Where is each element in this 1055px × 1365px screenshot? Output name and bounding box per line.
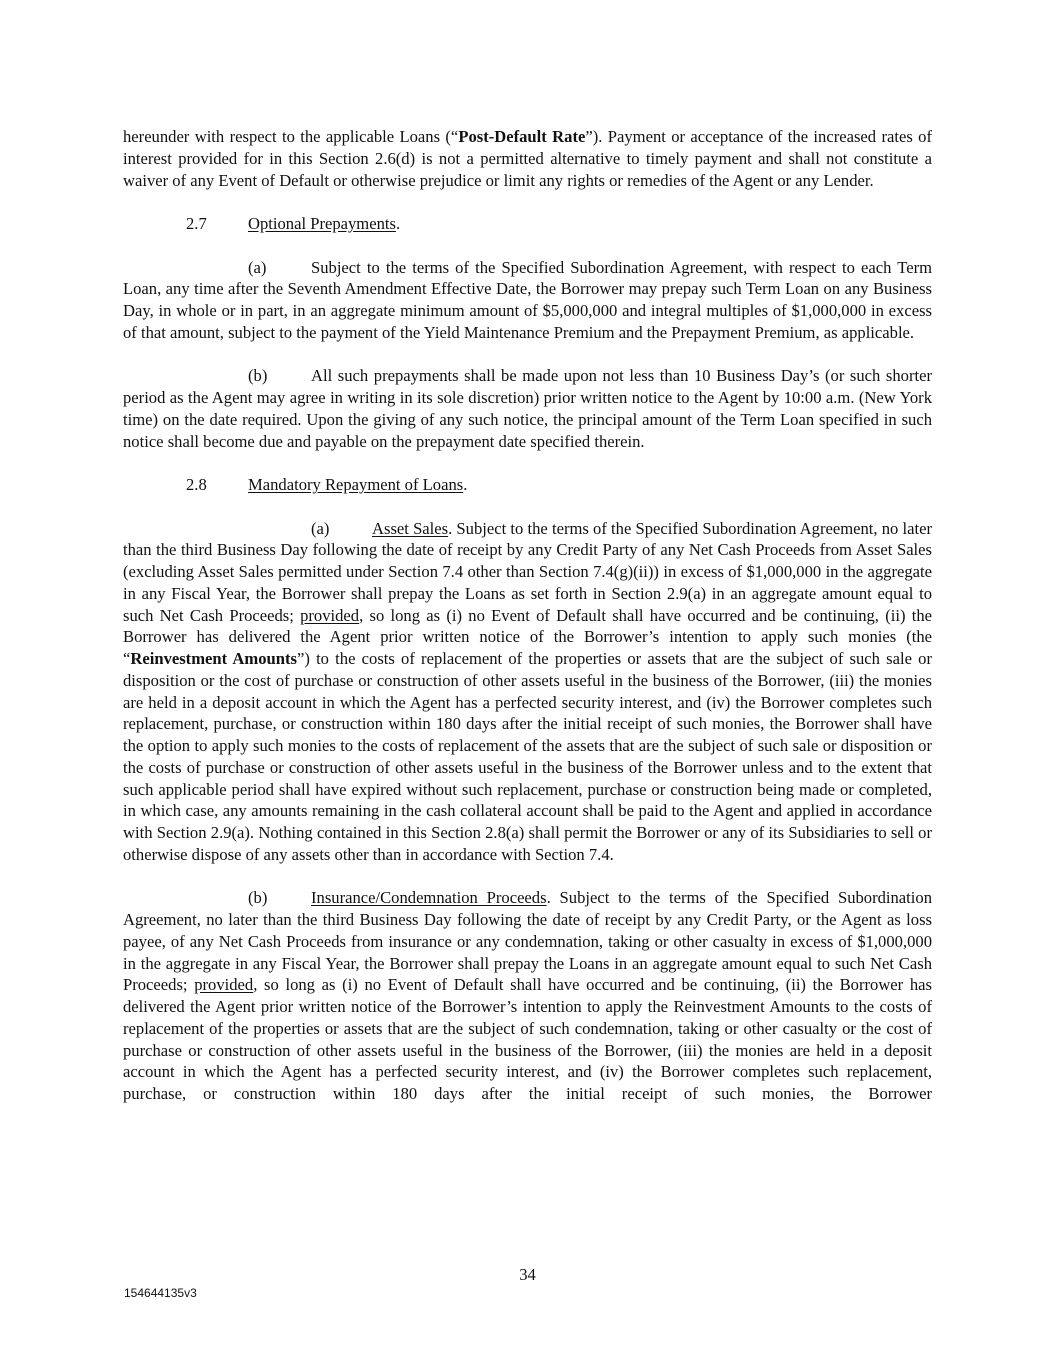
- section-title: Optional Prepayments: [248, 214, 396, 233]
- section-number: 2.8: [186, 475, 207, 494]
- paragraph-2-8-a: [123, 518, 932, 866]
- clause-label: (b): [248, 366, 268, 386]
- text: .: [395, 214, 401, 233]
- text: All such prepayments shall be made upon not less than 10 Business Day’s (or such shorter period as the Agent may agree in writing in its sole discretion) prior written notice to the Agent by 10:00 a.m. (New York time) on the date required. Upon the giving of any such notice, the principal amount of the Term Loan specified in such notice shall become due and payable on the prepayment date specified therein.: [123, 366, 932, 451]
- text: Subject to the terms of the Specified Subordination Agreement, with respect to each Term Loan, any time after the Seventh Amendment Effective Date, the Borrower may prepay such Term Loan on any Business Day, in whole or in part, in an aggregate minimum amount of $5,000,000 and integral multiples of $1,000,000 in excess of that amount, subject to the payment of the Yield Maintenance Premium and the Prepayment Premium, as applicable.: [123, 257, 932, 342]
- section-title: Mandatory Repayment of Loans: [248, 475, 464, 494]
- section-number: 2.7: [186, 214, 207, 233]
- text: , so long as (i) no Event of Default shall have occurred and be continuing, (ii) the Borrower has delivered the Agent prior written notice of the Borrower’s intention to apply such monies (the “: [123, 605, 932, 668]
- text: .: [463, 475, 468, 494]
- clause-title: Asset Sales: [372, 518, 449, 538]
- paragraph-2-8-b: [123, 887, 932, 1105]
- text: . Subject to the terms of the Specified Subordination Agreement, no later than the third Business Day following the date of receipt by any Credit Party, or the Agent as loss payee, of any Net Cash Proceeds from insurance or any condemnation, taking or other casualty in excess of $1,000,000 in the aggregate in any Fiscal Year, the Borrower shall prepay the Loans in an aggregate amount equal to such Net Cash Proceeds;: [123, 888, 932, 995]
- clause-label: (b): [248, 888, 268, 908]
- page-number: 34: [519, 1265, 536, 1284]
- clause-label: (a): [248, 257, 267, 277]
- text: ”). Payment or acceptance of the increased rates of interest provided for in this Section 2.6(d) is not a permitted alternative to timely payment and shall not constitute a waiver of any Event of Default or otherwise prejudice or limit any rights or remedies of the Agent or any Lender.: [123, 127, 932, 190]
- clause-title: Insurance/Condemnation Proceeds: [311, 888, 547, 908]
- text: . Subject to the terms of the Specified Subordination Agreement, no later than the third Business Day following the date of receipt by any Credit Party of any Net Cash Proceeds from Asset Sales (excluding Asset Sales permitted under Section 7.4 other than Section 7.4(g)(ii)) in excess of $1,000,000 in the aggregate in any Fiscal Year, the Borrower shall prepay the Loans as set forth in Section 2.9(a) in an aggregate amount equal to such Net Cash Proceeds;: [123, 518, 932, 625]
- section-heading-2-7: [123, 213, 932, 235]
- document-page: [123, 126, 932, 1127]
- defined-term: Reinvestment Amounts: [130, 649, 297, 668]
- section-heading-2-8: [123, 474, 932, 496]
- provided-term: provided: [194, 975, 254, 995]
- defined-term: Post-Default Rate: [458, 127, 586, 146]
- paragraph-2-7-b: [123, 365, 932, 452]
- paragraph-2-7-a: [123, 257, 932, 344]
- clause-label: (a): [311, 518, 330, 538]
- text: ”) to the costs of replacement of the properties or assets that are the subject of such sale or disposition or the cost of purchase or construction of other assets useful in the business of the Borrower, (iii) the monies are held in a deposit account in which the Agent has a perfected security interest, and (iv) the Borrower completes such replacement, purchase, or construction within 180 days after the initial receipt of such monies, the Borrower shall have the option to apply such monies to the costs of replacement of the assets that are the subject of such sale or disposition or the costs of purchase or construction of other assets useful in the business of the Borrower unless and to the extent that such applicable period shall have expired without such replacement, purchase or construction being made or completed, in which case, any amounts remaining in the cash collateral account shall be paid to the Agent and applied in accordance with Section 2.9(a). Nothing contained in this Section 2.8(a) shall permit the Borrower or any of its Subsidiaries to sell or otherwise dispose of any assets other than in accordance with Section 7.4.: [123, 649, 932, 864]
- text: hereunder with respect to the applicable Loans (“: [123, 127, 459, 146]
- provided-term: provided: [300, 605, 360, 625]
- paragraph-post-default-rate: [123, 126, 932, 191]
- text: , so long as (i) no Event of Default shall have occurred and be continuing, (ii) the Borrower has delivered the Agent prior written notice of the Borrower’s intention to apply the Reinvestment Amounts to the costs of replacement of the properties or assets that are the subject of such condemnation, taking or other casualty or the cost of purchase or construction of other assets useful in the business of the Borrower, (iii) the monies are held in a deposit account in which the Agent has a perfected security interest, and (iv) the Borrower completes such replacement, purchase, or construction within 180 days after the initial receipt of such monies, the Borrower: [123, 975, 932, 1103]
- document-id: 154644135v3: [124, 1286, 197, 1300]
